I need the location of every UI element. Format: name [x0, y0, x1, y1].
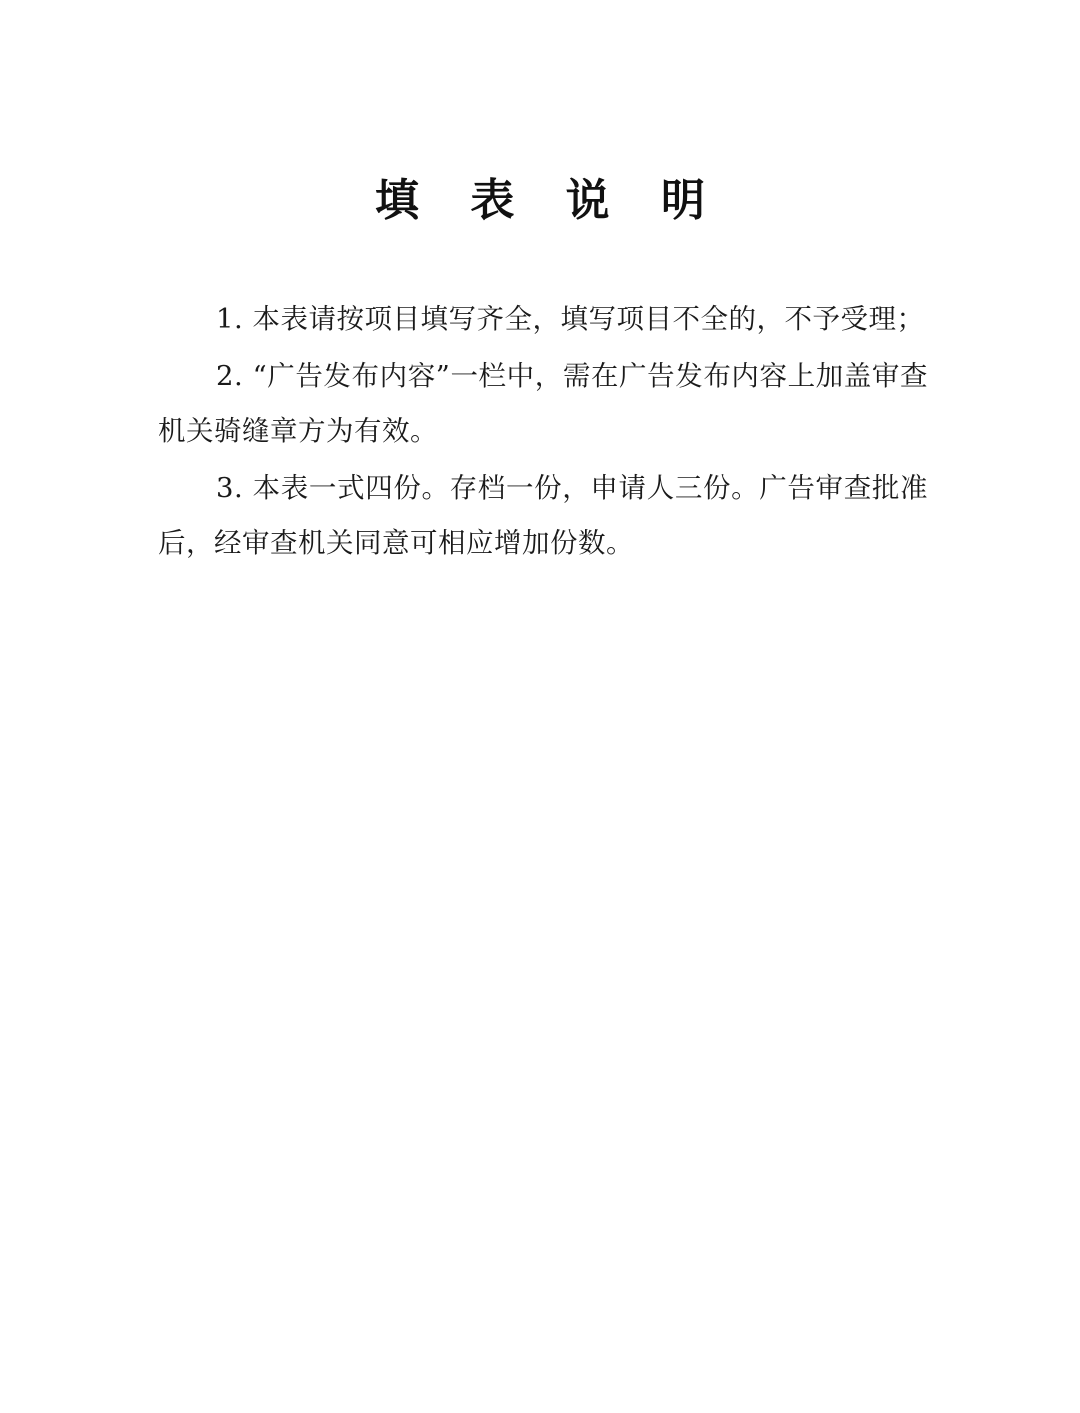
instruction-item-3: 3. 本表一式四份。存档一份，申请人三份。广告审查批准后，经审查机关同意可相应增加份数。	[158, 472, 928, 559]
instruction-item-2: 2. “广告发布内容”一栏中，需在广告发布内容上加盖审查机关骑缝章方为有效。	[158, 360, 928, 447]
instructions-body	[158, 292, 928, 573]
page-title: 填 表 说 明	[375, 175, 723, 226]
instruction-item-1: 1. 本表请按项目填写齐全，填写项目不全的，不予受理；	[216, 303, 925, 335]
